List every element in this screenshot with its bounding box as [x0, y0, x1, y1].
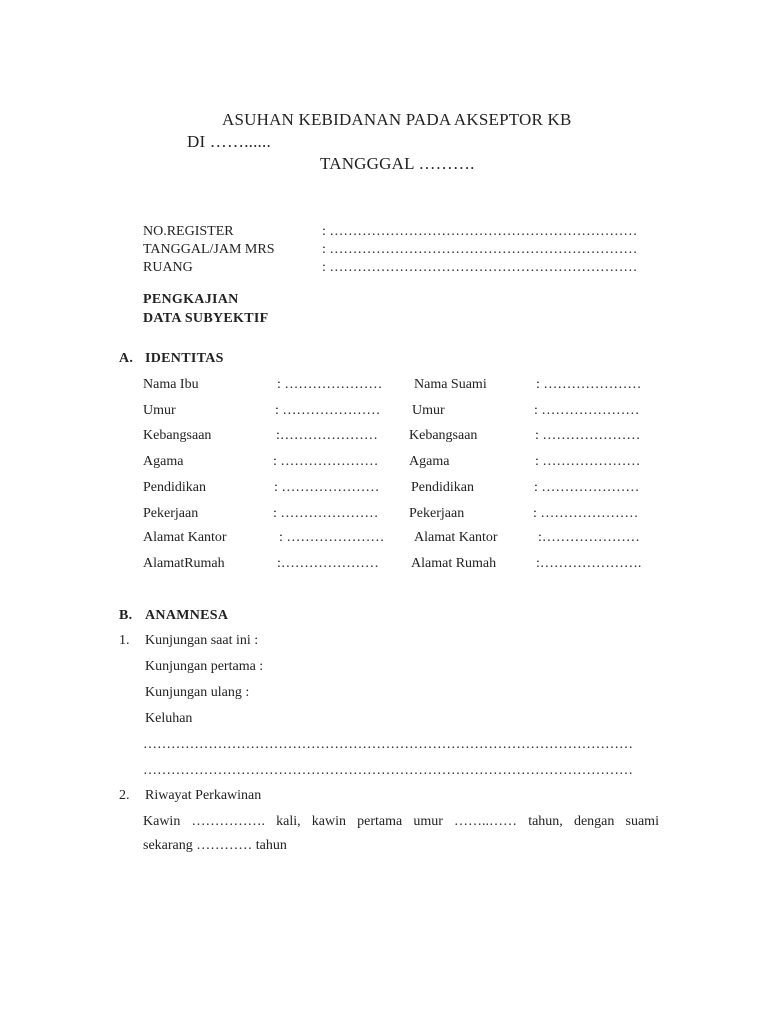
husband-education-label: Pendidikan — [411, 480, 474, 495]
word-kawin: Kawin — [143, 814, 181, 829]
admission-date-value[interactable]: : ………………………………………………………… — [322, 242, 638, 257]
husband-education-value[interactable]: : ………………… — [534, 480, 640, 495]
first-marriage-age-blank[interactable]: ……..…… — [454, 814, 518, 829]
mother-nationality-value[interactable]: :………………… — [276, 428, 378, 443]
item-2-number: 2. — [119, 788, 130, 803]
item-1-number: 1. — [119, 633, 130, 648]
word-dengan: dengan — [573, 814, 615, 829]
mother-name-label: Nama Ibu — [143, 377, 199, 392]
subjective-data-heading: DATA SUBYEKTIF — [143, 311, 269, 326]
mother-age-value[interactable]: : ………………… — [275, 403, 381, 418]
mother-office-address-label: Alamat Kantor — [143, 530, 227, 545]
register-label: NO.REGISTER — [143, 224, 234, 239]
mother-religion-label: Agama — [143, 454, 184, 469]
repeat-visit-label: Kunjungan ulang : — [145, 685, 250, 700]
husband-name-label: Nama Suami — [414, 377, 487, 392]
room-value[interactable]: : ………………………………………………………… — [322, 260, 638, 275]
first-visit-label: Kunjungan pertama : — [145, 659, 264, 674]
current-visit-label: Kunjungan saat ini : — [145, 633, 259, 648]
mother-occupation-value[interactable]: : ………………… — [273, 506, 379, 521]
room-label: RUANG — [143, 260, 193, 275]
marriage-history-label: Riwayat Perkawinan — [145, 788, 262, 803]
complaint-label: Keluhan — [145, 711, 193, 726]
marriage-sentence-line-1 — [143, 814, 659, 830]
husband-home-address-value[interactable]: :…………………. — [536, 556, 642, 571]
husband-nationality-label: Kebangsaan — [409, 428, 478, 443]
section-a-number: A. — [119, 351, 134, 366]
husband-home-address-label: Alamat Rumah — [411, 556, 497, 571]
mother-nationality-label: Kebangsaan — [143, 428, 212, 443]
document-title: ASUHAN KEBIDANAN PADA AKSEPTOR KB — [222, 110, 572, 129]
anamnesa-heading: ANAMNESA — [145, 608, 229, 623]
mother-occupation-label: Pekerjaan — [143, 506, 199, 521]
mother-home-address-value[interactable]: :………………… — [277, 556, 379, 571]
location-line: DI ……...... — [187, 132, 271, 151]
admission-date-label: TANGGAL/JAM MRS — [143, 242, 275, 257]
husband-nationality-value[interactable]: : ………………… — [535, 428, 641, 443]
husband-occupation-value[interactable]: : ………………… — [533, 506, 639, 521]
word-umur: umur — [413, 814, 443, 829]
husband-religion-label: Agama — [409, 454, 450, 469]
husband-office-address-label: Alamat Kantor — [414, 530, 498, 545]
mother-education-value[interactable]: : ………………… — [274, 480, 380, 495]
identitas-heading: IDENTITAS — [145, 351, 224, 366]
complaint-line-1[interactable]: …………………………………………………………………………………………… — [143, 737, 633, 752]
word-kawin-2: kawin — [311, 814, 346, 829]
section-b-number: B. — [119, 608, 133, 623]
word-tahun: tahun, — [528, 814, 563, 829]
husband-age-value[interactable]: : ………………… — [534, 403, 640, 418]
husband-office-address-value[interactable]: :………………… — [538, 530, 640, 545]
mother-education-label: Pendidikan — [143, 480, 206, 495]
husband-occupation-label: Pekerjaan — [409, 506, 465, 521]
date-line: TANGGGAL ………. — [320, 154, 475, 173]
word-suami: suami — [625, 814, 659, 829]
husband-name-value[interactable]: : ………………… — [536, 377, 642, 392]
mother-age-label: Umur — [143, 403, 176, 418]
assessment-heading: PENGKAJIAN — [143, 292, 239, 307]
times-married-blank[interactable]: ……………. — [191, 814, 265, 829]
mother-name-value[interactable]: : ………………… — [277, 377, 383, 392]
mother-religion-value[interactable]: : ………………… — [273, 454, 379, 469]
word-kali: kali, — [276, 814, 301, 829]
husband-age-label: Umur — [412, 403, 445, 418]
husband-religion-value[interactable]: : ………………… — [535, 454, 641, 469]
mother-office-address-value[interactable]: : ………………… — [279, 530, 385, 545]
marriage-sentence-line-2: sekarang ………… tahun — [143, 838, 287, 853]
mother-home-address-label: AlamatRumah — [143, 556, 225, 571]
register-value[interactable]: : ………………………………………………………… — [322, 224, 638, 239]
word-pertama: pertama — [357, 814, 403, 829]
complaint-line-2[interactable]: …………………………………………………………………………………………… — [143, 763, 633, 778]
